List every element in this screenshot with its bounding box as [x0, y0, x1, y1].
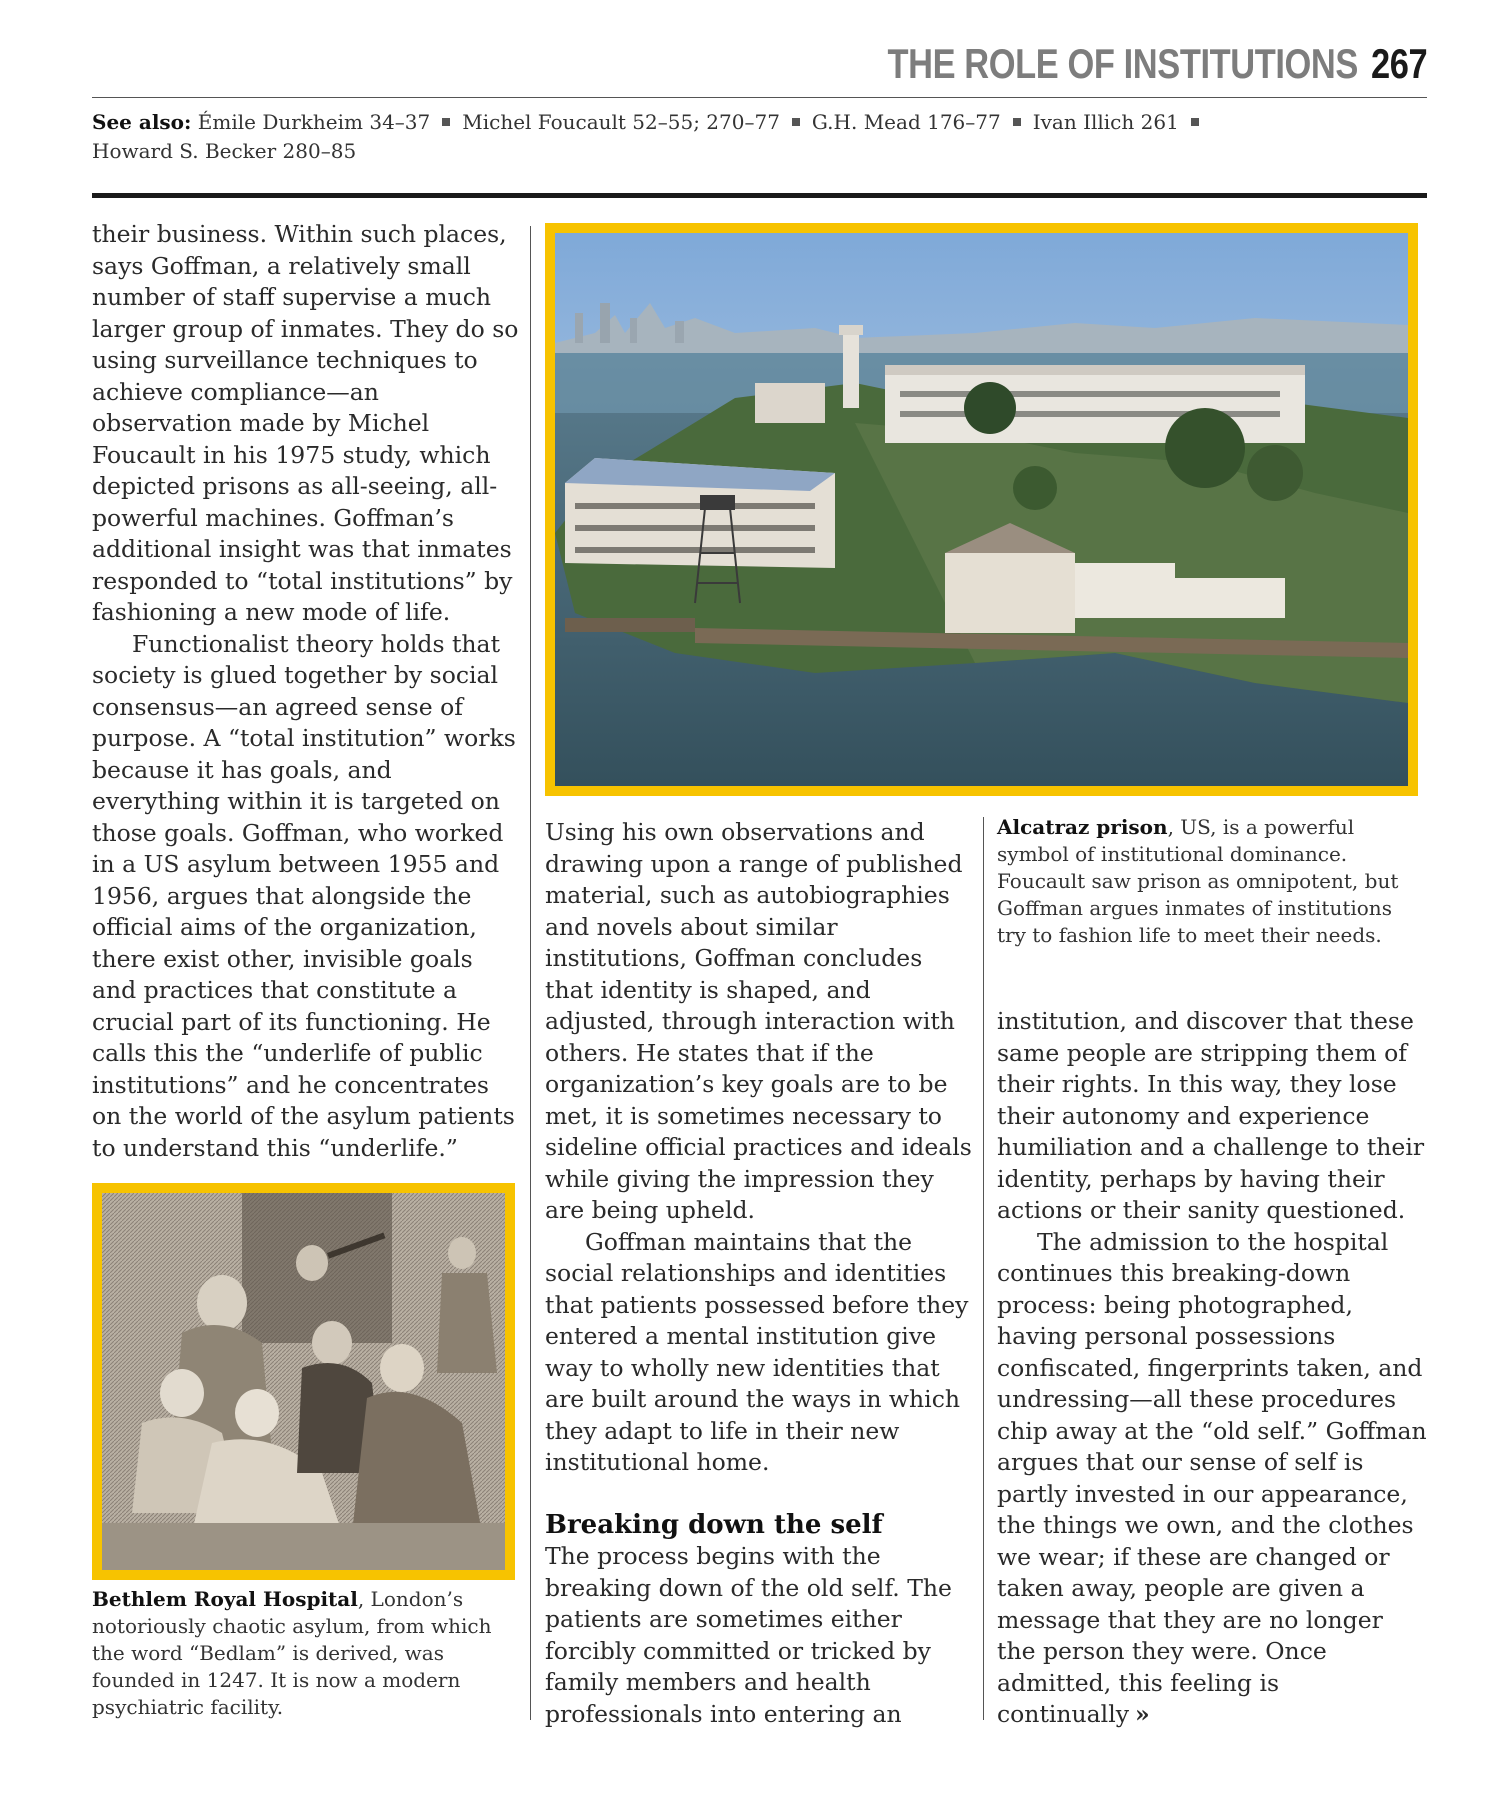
caption-title: Alcatraz prison [997, 815, 1168, 839]
body-paragraph-text: The admission to the hospital continues this breaking-down process: being photographed, having personal possessions confiscated, fingerprints taken, and undressing—all these procedures chip away at the “old self.” Goffman argues that our sense of self is partly invested in our appearance, the things we own, and the clothes we wear; if these are changed or taken away, people are given a message that they are no longer the person they were. Once admitted, this feeling is continually [997, 1227, 1427, 1728]
square-bullet-icon [1013, 118, 1021, 126]
caption-text: , US, is a powerful symbol of institutional dominance. Foucault saw prison as omnipotent, but Goffman argues inmates of institutions try to fashion life to meet their needs. [997, 815, 1399, 947]
body-column-2 [545, 817, 975, 1730]
square-bullet-icon [442, 118, 450, 126]
see-also-ref: Howard S. Becker 280–85 [92, 139, 357, 163]
body-paragraph: Using his own observations and drawing upon a range of published material, such as autobiographies and novels about similar institutions, Goffman concludes that identity is shaped, and adjusted, through interaction with others. He states that if the organization’s key goals are to be met, it is sometimes necessary to sideline official practices and ideals while giving the impression they are being upheld. [545, 818, 972, 1224]
column-separator [530, 226, 531, 1720]
see-also-label: See also: [92, 110, 192, 134]
subheading: Breaking down the self [545, 1509, 883, 1540]
alcatraz-caption [997, 814, 1427, 949]
body-paragraph: their business. Within such places, says Goffman, a relatively small number of staff supervise a much larger group of inmates. They do so using surveillance techniques to achieve compliance—an observation made by Michel Foucault in his 1975 study, which depicted prisons as all-seeing, all-powerful machines. Goffman’s additional insight was that inmates responded to “total institutions” by fashioning a new mode of life. [92, 220, 519, 626]
see-also-ref: Émile Durkheim 34–37 [197, 110, 431, 134]
body-paragraph [997, 1227, 1427, 1731]
section-title: THE ROLE OF INSTITUTIONS [887, 40, 1358, 87]
alcatraz-photo [545, 223, 1418, 796]
caption-title: Bethlem Royal Hospital [92, 1587, 358, 1611]
section-divider [92, 193, 1427, 198]
body-paragraph: institution, and discover that these same people are stripping them of their rights. In this way, they lose their autonomy and experience humiliation and a challenge to their identity, perhaps by having their actions or their sanity questioned. [997, 1007, 1425, 1224]
body-column-1 [92, 219, 522, 1164]
see-also-ref: G.H. Mead 176–77 [811, 110, 1001, 134]
body-paragraph: Goffman maintains that the social relationships and identities that patients possessed before they entered a mental institution give way to wholly new identities that are built around the ways in which they adapt to life in their new institutional home. [545, 1227, 969, 1476]
body-column-3 [997, 1006, 1427, 1731]
square-bullet-icon [792, 118, 800, 126]
caption-text: , London’s notoriously chaotic asylum, from which the word “Bedlam” is derived, was founded in 1247. It is now a modern psychiatric facility. [92, 1587, 492, 1719]
header-rule [92, 97, 1427, 98]
see-also [92, 108, 1292, 166]
running-header [887, 40, 1427, 100]
engraving-illustration [102, 1193, 505, 1570]
continue-arrow-icon: » [1135, 1700, 1150, 1728]
see-also-ref: Michel Foucault 52–55; 270–77 [462, 110, 780, 134]
page-number: 267 [1370, 40, 1427, 87]
column-separator [983, 817, 984, 1720]
square-bullet-icon [1191, 118, 1199, 126]
see-also-ref: Ivan Illich 261 [1032, 110, 1179, 134]
body-paragraph: Functionalist theory holds that society is glued together by social consensus—an agreed sense of purpose. A “total institution” works because it has goals, and everything within it is targeted on those goals. Goffman, who worked in a US asylum between 1955 and 1956, argues that alongside the official aims of the organization, there exist other, invisible goals and practices that constitute a crucial part of its functioning. He calls this the “underlife of public institutions” and he concentrates on the world of the asylum patients to understand this “underlife.” [92, 629, 516, 1162]
alcatraz-illustration [555, 233, 1408, 786]
body-paragraph: The process begins with the breaking down of the old self. The patients are sometimes either forcibly committed or tricked by family members and health professionals into entering an [545, 1542, 952, 1728]
bedlam-caption [92, 1586, 522, 1721]
bedlam-engraving [92, 1183, 515, 1580]
